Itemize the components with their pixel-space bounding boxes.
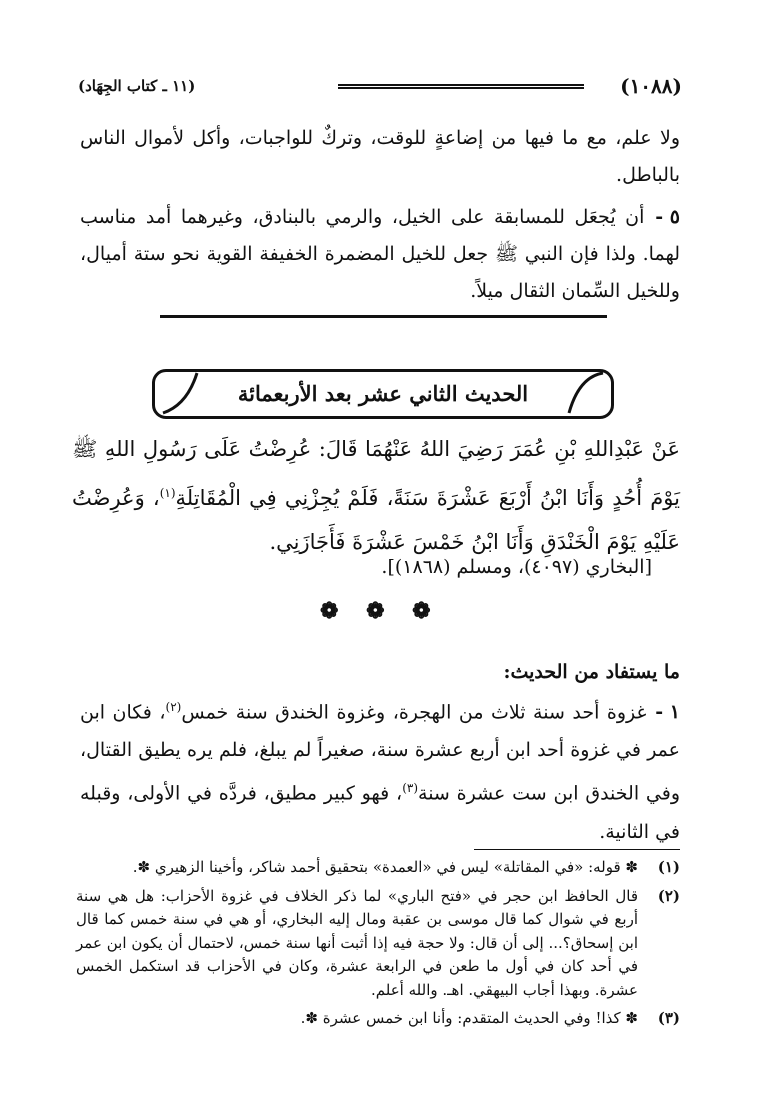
footnote-text: قال الحافظ ابن حجر في «فتح الباري» لما ذكر الخلاف في غزوة الأحزاب: هل هي سنة أربع في شوال كما قال موسى بن عقبة ومال إليه البخاري، أو هي في سنة خمس كما قال ابن إسحاق؟... إلى أن قال: ولا حجة فيه إذا أثبت أنها سنة خمس، لاحتمال أن يكون ابن عمر في أحد كان في أول ما طعن في الرابعة عشرة، وكان في الأحزاب قد استكمل الخمس عشرة. وبهذا أجاب البيهقي. اهـ. والله أعلم. (76, 886, 638, 999)
footnote-text: ✽ كذا! وفي الحديث المتقدم: وأنا ابن خمس عشرة ✽. (300, 1009, 638, 1027)
benefit-number: ١ - (655, 701, 680, 724)
hadith-text-part2: ، وَعُرِضْتُ عَلَيْهِ يَوْمَ الْخَنْدَقِ وَأَنَا ابْنُ خَمْسَ عَشْرَةَ فَأَجَازَنِي. (72, 486, 680, 554)
footnote-number: (٢) (657, 886, 680, 905)
chapter-title: (١١ ـ كتاب الجِهَاد) (78, 77, 196, 95)
footnote-text: ✽ قوله: «في المقاتلة» ليس في «العمدة» بتحقيق أحمد شاكر، وأخينا الزهيري ✽. (132, 858, 638, 876)
benefit-1 (80, 688, 680, 851)
header-rule (338, 84, 584, 89)
footnote-2 (76, 885, 680, 1003)
hadith-title-box (152, 369, 614, 419)
footnote-number: (١) (657, 858, 680, 876)
hadith-text-part1: عَنْ عَبْدِاللهِ بْنِ عُمَرَ رَضِيَ اللهُ عَنْهُمَا قَالَ: عُرِضْتُ عَلَى رَسُولِ اللهِ ﷺ يَوْمَ أُحُدٍ وَأَنَا ابْنُ أَرْبَعَ عَشْرَةَ سَنَةً، فَلَمْ يُجِزْنِي فِي الْمُقَاتِلَةِ (72, 437, 680, 510)
paragraph-continuation: ولا علم، مع ما فيها من إضاعةٍ للوقت، وتركٌ للواجبات، وأكل لأموال الناس بالباطل. (80, 127, 680, 186)
point-number: ٥ - (655, 206, 680, 228)
footnote-marker-3[interactable]: (٣) (402, 781, 419, 796)
footnote-3 (76, 1007, 680, 1031)
footnote-marker-2[interactable]: (٢) (165, 700, 182, 714)
footnote-rule (474, 849, 680, 850)
section-divider (160, 315, 607, 318)
hadith-text (72, 427, 680, 564)
benefits-heading: ما يستفاد من الحديث: (503, 661, 680, 683)
page-number: (١٠٨٨) (620, 74, 682, 98)
benefit-text-part2: ، فكان ابن عمر في غزوة أحد ابن أربع عشرة سنة، صغيراً لم يبلغ، فلم يره يطيق القتال، وفي الخندق ابن ست عشرة سنة (80, 701, 680, 805)
footnote-number: (٣) (657, 1009, 680, 1027)
separator-stars-icon: ❁ ❁ ❁ (320, 598, 441, 624)
point-5 (80, 199, 680, 310)
point-text: أن يُجعَل للمسابقة على الخيل، والرمي بالبنادق، وغيرهما أمد مناسب لهما. ولذا فإن النبي ﷺ جعل للخيل المضمرة الخفيفة القوية نحو ستة أميال، وللخيل السِّمان الثقال ميلاً. (80, 206, 680, 302)
benefit-text-part1: غزوة أحد سنة ثلاث من الهجرة، وغزوة الخندق سنة خمس (181, 701, 647, 724)
footnote-marker-1[interactable]: (١) (159, 486, 176, 500)
frame-ornament-icon (161, 369, 201, 419)
hadith-title: الحديث الثاني عشر بعد الأربعمائة (237, 381, 529, 406)
footnotes (76, 856, 680, 1036)
footnote-1 (76, 856, 680, 880)
benefit-text-part3: ، فهو كبير مطيق، فردَّه في الأولى، وقبله في الثانية. (80, 782, 680, 843)
hadith-source: [البخاري (٤٠٩٧)، ومسلم (١٨٦٨)]. (381, 556, 652, 578)
page-header (78, 72, 682, 100)
